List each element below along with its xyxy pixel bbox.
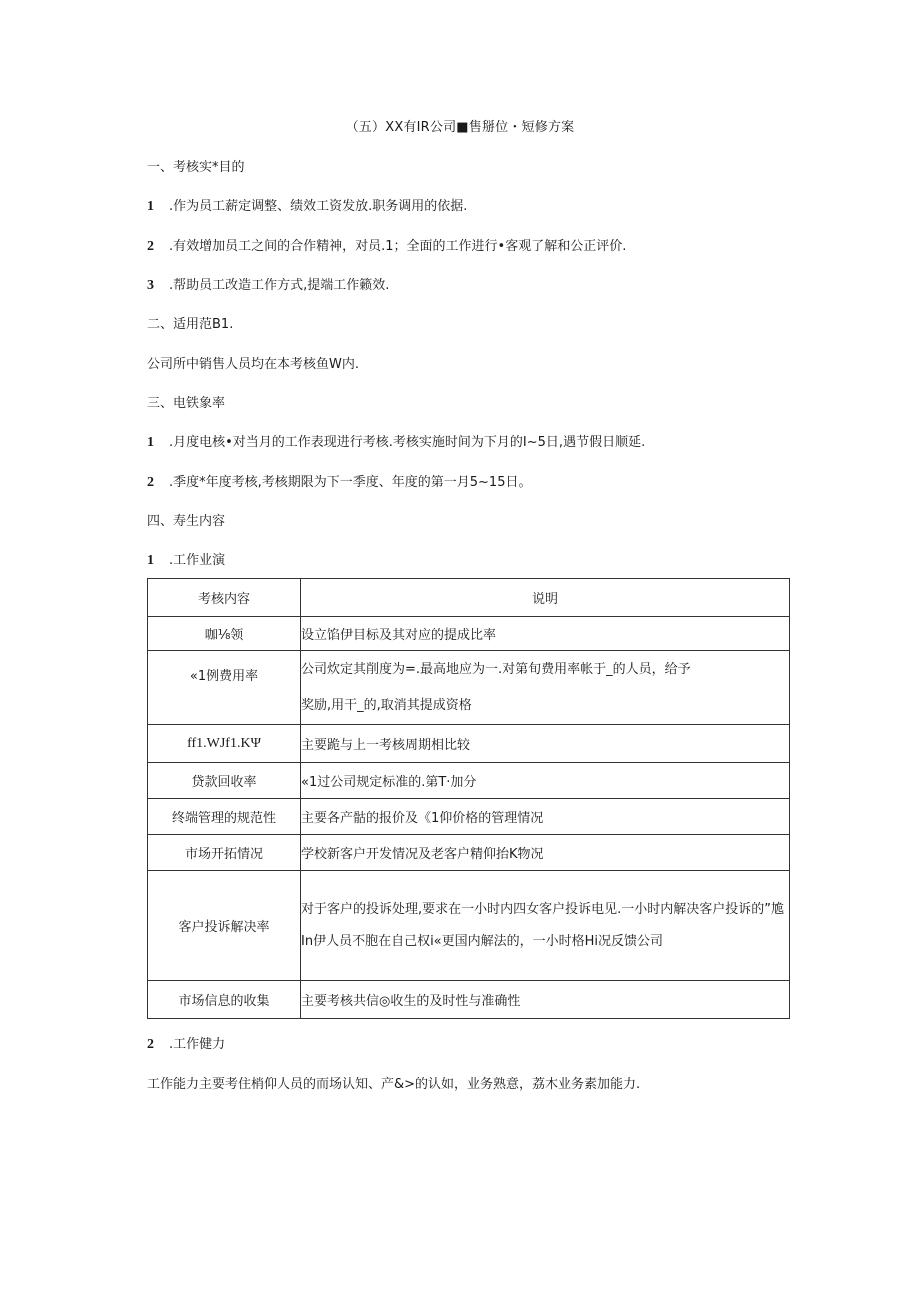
section-1-heading: 一、考核实*目的: [147, 160, 245, 175]
item-text: .工作健力: [169, 1037, 226, 1052]
table-row: [148, 835, 790, 871]
section-4-item-2-text: 工作能力主要考住梢仰人员的而场认知、产&>的认如，业务熟意，荔木业务素加能力.: [147, 1077, 641, 1092]
table-cell-desc: [301, 871, 790, 981]
item-number: 2: [147, 475, 154, 490]
section-4-item-1: [147, 549, 225, 569]
item-text: .工作业演: [169, 553, 226, 568]
table-cell-item: ff1.WJf1.KΨ: [148, 725, 301, 763]
table-cell-desc: [301, 651, 790, 725]
section-3-heading: 三、电铁象率: [147, 396, 226, 411]
table-cell-item: 市场开拓情况: [148, 835, 301, 871]
assessment-table: [147, 578, 790, 1019]
table-row: [148, 763, 790, 799]
section-4-heading: 四、寿生内容: [147, 514, 226, 529]
item-text: .帮助员工改造工作方式,提端工作籁效.: [169, 278, 390, 293]
item-number: 3: [147, 278, 154, 293]
table-cell-item: «1例费用率: [148, 651, 301, 725]
section-3-item-2: [147, 471, 531, 491]
desc-line: In伊人员不胞在自己权i«更国内解法的，一小时格Hi况反馈公司: [301, 933, 664, 949]
table-row: [148, 651, 790, 725]
table-row: [148, 799, 790, 835]
section-3-item-1: [147, 431, 645, 451]
item-text: .月度电核•对当月的工作表现进行考核.考核实施时间为下月的I~5日,遇节假日顺延.: [169, 435, 646, 450]
item-text: .季度*年度考核,考核期限为下一季度、年度的第一月5~15日。: [169, 475, 532, 490]
section-2-heading: 二、适用范B1.: [147, 317, 234, 332]
desc-line: 对于客户的投诉处理,要求在一小时内四女客户投诉电见.一小时内解决客户投诉的”尯: [301, 901, 785, 917]
table-cell-item: 终端管理的规范性: [148, 799, 301, 835]
item-text: .有效增加员工之间的合作精神，对员.1；全面的工作进行•客观了解和公正评价.: [169, 239, 627, 254]
table-cell-desc: «1过公司规定标准的.第T·加分: [301, 763, 790, 799]
table-cell-item: 客户投诉解决率: [148, 871, 301, 981]
desc-line: 公司炊定其削度为=.最高地应为一.对第旬费用率帐于_的人员，给予: [301, 662, 691, 677]
table-cell-desc: 主要各产骷的报价及《1仰价格的管理情况: [301, 799, 790, 835]
item-number: 1: [147, 435, 154, 450]
desc-line: 奖励,用干_的,取消其提成资格: [301, 698, 472, 713]
table-row: [148, 871, 790, 981]
item-number: 1: [147, 553, 154, 568]
item-number: 2: [147, 239, 154, 254]
section-1-item-3: [147, 274, 389, 294]
table-cell-desc: 主要考核共信◎收生的及时性与准确性: [301, 981, 790, 1019]
table-row: [148, 617, 790, 651]
item-number: 1: [147, 199, 154, 214]
table-row: [148, 981, 790, 1019]
section-1-item-1: [147, 195, 467, 215]
section-1-item-2: [147, 235, 626, 255]
table-cell-desc: 学校新客户开发情况及老客户精仰抬K物况: [301, 835, 790, 871]
table-header-cell: 考核内容: [148, 579, 301, 617]
section-4-item-2: [147, 1033, 225, 1053]
table-cell-desc: 设立馅伊目标及其对应的提成比率: [301, 617, 790, 651]
table-row: [148, 725, 790, 763]
table-cell-item: 咖⅛领: [148, 617, 301, 651]
table-header-cell: 说明: [301, 579, 790, 617]
table-cell-desc: 主要跪与上一考核周期相比较: [301, 725, 790, 763]
document-title: （五）XX有IR公司■售掰位・短修方案: [345, 120, 575, 135]
table-header-row: [148, 579, 790, 617]
table-cell-item: 市场信息的收集: [148, 981, 301, 1019]
section-2-text: 公司所中销售人员均在本考核鱼W内.: [147, 357, 359, 372]
table-cell-item: 贷款回收率: [148, 763, 301, 799]
item-text: .作为员工薪定调整、绩效工资发放.职务调用的依据.: [169, 199, 468, 214]
item-number: 2: [147, 1037, 154, 1052]
